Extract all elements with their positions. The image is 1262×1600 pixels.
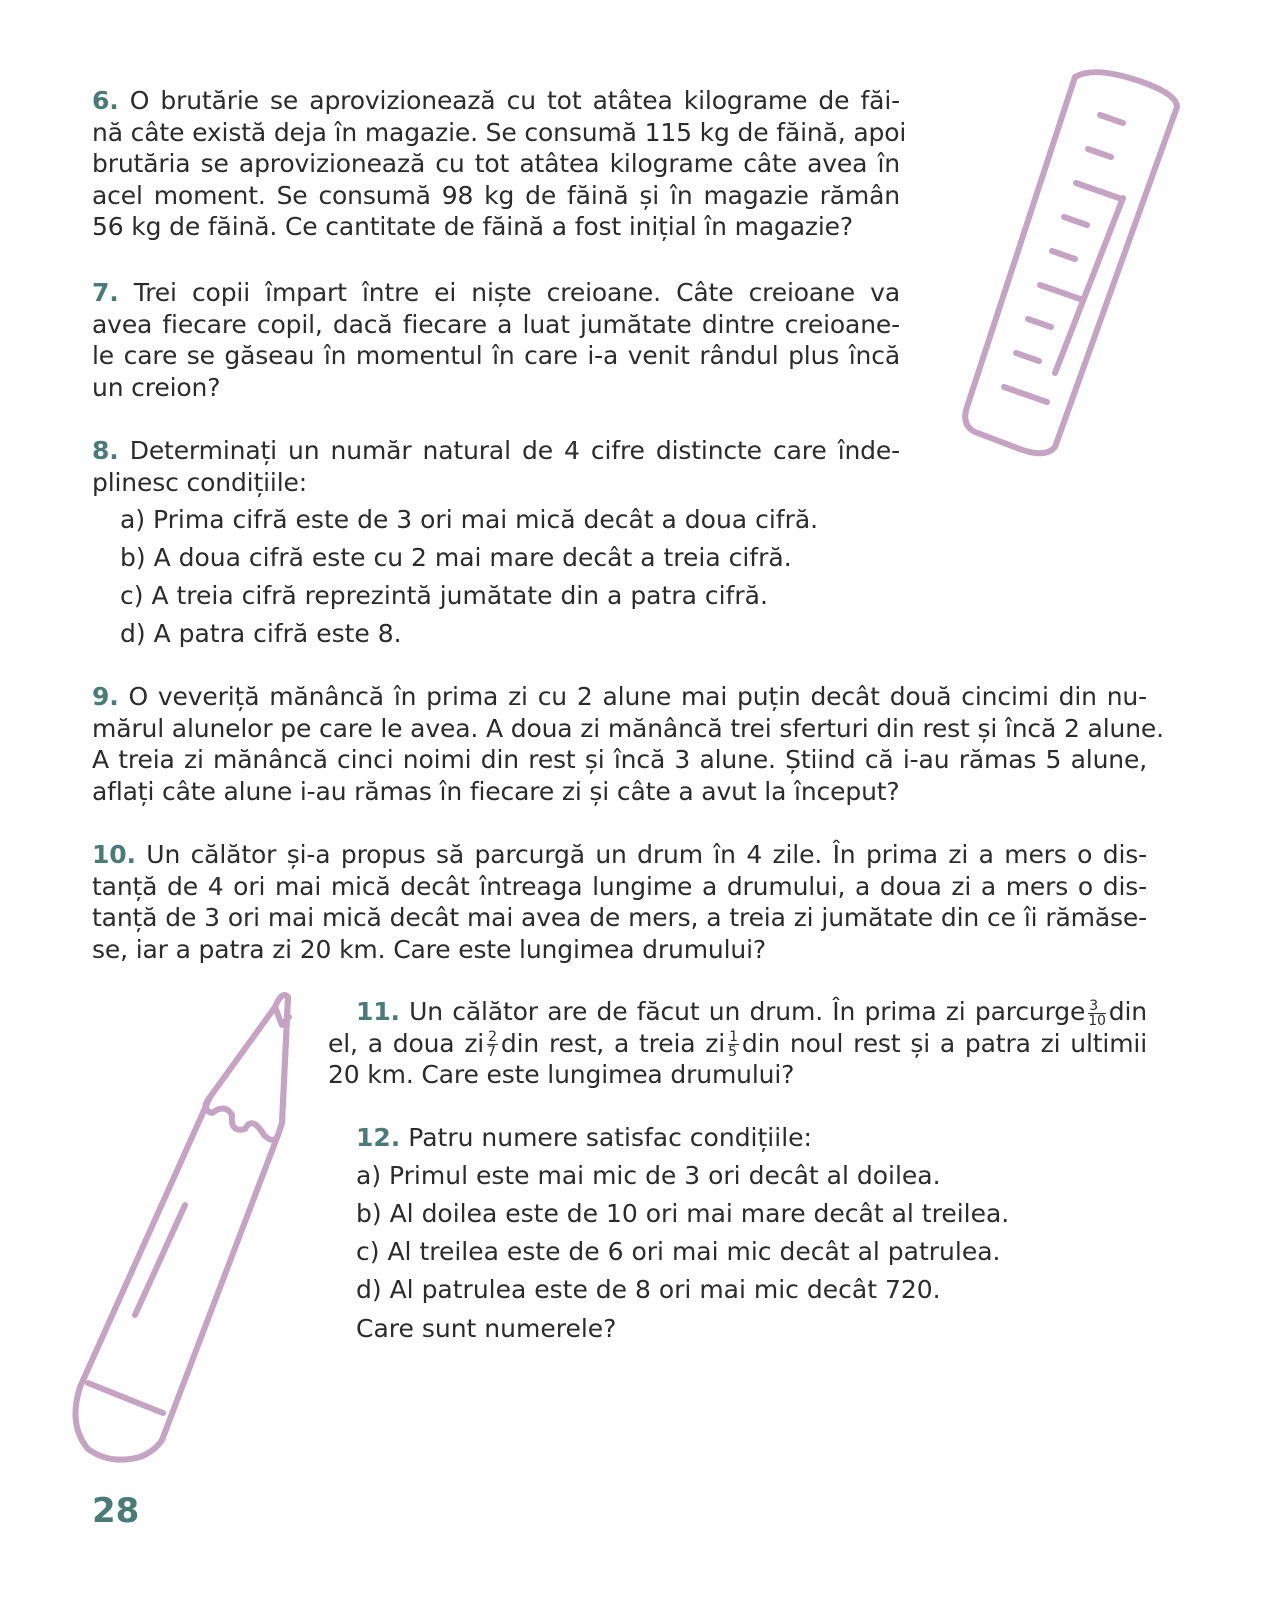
problem-number: 12. [356, 1123, 401, 1152]
list-item: c) A treia cifră reprezintă jumătate din a patra cifră. [120, 581, 768, 610]
problem-7: 7. Trei copii împart între ei niște creioane. Câte creioane va avea fiecare copil, dacă fiecare a luat jumătate dintre creioane- le care se găseau în momentul în care i-a venit rândul plus încă un creion? [92, 278, 900, 402]
ruler-icon [945, 55, 1205, 475]
problem-12-intro: 12. Patru numere satisfac condițiile: [356, 1123, 812, 1152]
fraction-1-5: $\frac{1}{5}$ [728, 1029, 738, 1060]
problem-number: 11. [356, 997, 400, 1026]
problem-number: 10. [92, 840, 136, 869]
list-item: b) Al doilea este de 10 ori mai mare decât al treilea. [356, 1199, 1010, 1228]
fraction-2-7: $\frac{2}{7}$ [487, 1029, 497, 1060]
problem-number: 6. [92, 86, 119, 115]
list-item: b) A doua cifră este cu 2 mai mare decât a treia cifră. [120, 543, 792, 572]
fraction-3-10: $\frac{3}{10}$ [1088, 997, 1106, 1029]
problem-9: 9. O veveriță mănâncă în prima zi cu 2 alune mai puțin decât două cincimi din nu- mărul alunelor pe care le avea. A doua zi mănâncă trei sferturi din rest și încă 2 alune. A treia zi mănâncă cinci noimi din rest și încă 3 alune. Știind că i-au rămas 5 alune, aflați câte alune i-au rămas în fiecare zi și câte a avut la început? [92, 682, 1164, 806]
problem-10: 10. Un călător și-a propus să parcurgă un drum în 4 zile. În prima zi a mers o dis- tanță de 4 ori mai mică decât întreaga lungime a drumului, a doua zi a mers o dis- tanță de 3 ori mai mică decât mai avea de mers, a treia zi jumătate din ce îi rămăse- se, iar a patra zi 20 km. Care este lungimea drumului? [92, 840, 1147, 964]
problem-8: 8. Determinați un număr natural de 4 cifre distincte care înde- plinesc condițiile: [92, 436, 901, 497]
list-item: c) Al treilea este de 6 ori mai mic decât al patrulea. [356, 1237, 1001, 1266]
problem-number: 8. [92, 436, 119, 465]
problem-11: 11. Un călător are de făcut un drum. În prima zi parcurge $\frac{3}{10}$ din el, a doua zi $\frac{2}{7}$ din rest, a treia zi $\frac{1}{5}$ din noul rest și a patra zi ultimii 20 km. Care este lungimea drumului? [328, 997, 1147, 1089]
list-item: a) Prima cifră este de 3 ori mai mică decât a doua cifră. [120, 505, 819, 534]
problem-number: 7. [92, 278, 119, 307]
problem-6: 6. O brutărie se aprovizionează cu tot atâtea kilograme de făi- nă câte există deja în magazie. Se consumă 115 kg de făină, apoi brutăria se aprovizionează cu tot atâtea kilograme câte avea în acel moment. Se consumă 98 kg de făină și în magazie rămân 56 kg de făină. Ce cantitate de făină a fost inițial în magazie? [92, 86, 907, 241]
list-item: d) Al patrulea este de 8 ori mai mic decât 720. [356, 1275, 941, 1304]
list-item: a) Primul este mai mic de 3 ori decât al doilea. [356, 1161, 941, 1190]
problem-number: 9. [92, 682, 119, 711]
pencil-icon [60, 985, 300, 1485]
page-number: 28 [92, 1491, 140, 1531]
list-item: d) A patra cifră este 8. [120, 619, 402, 648]
problem-12-question: Care sunt numerele? [356, 1314, 617, 1343]
